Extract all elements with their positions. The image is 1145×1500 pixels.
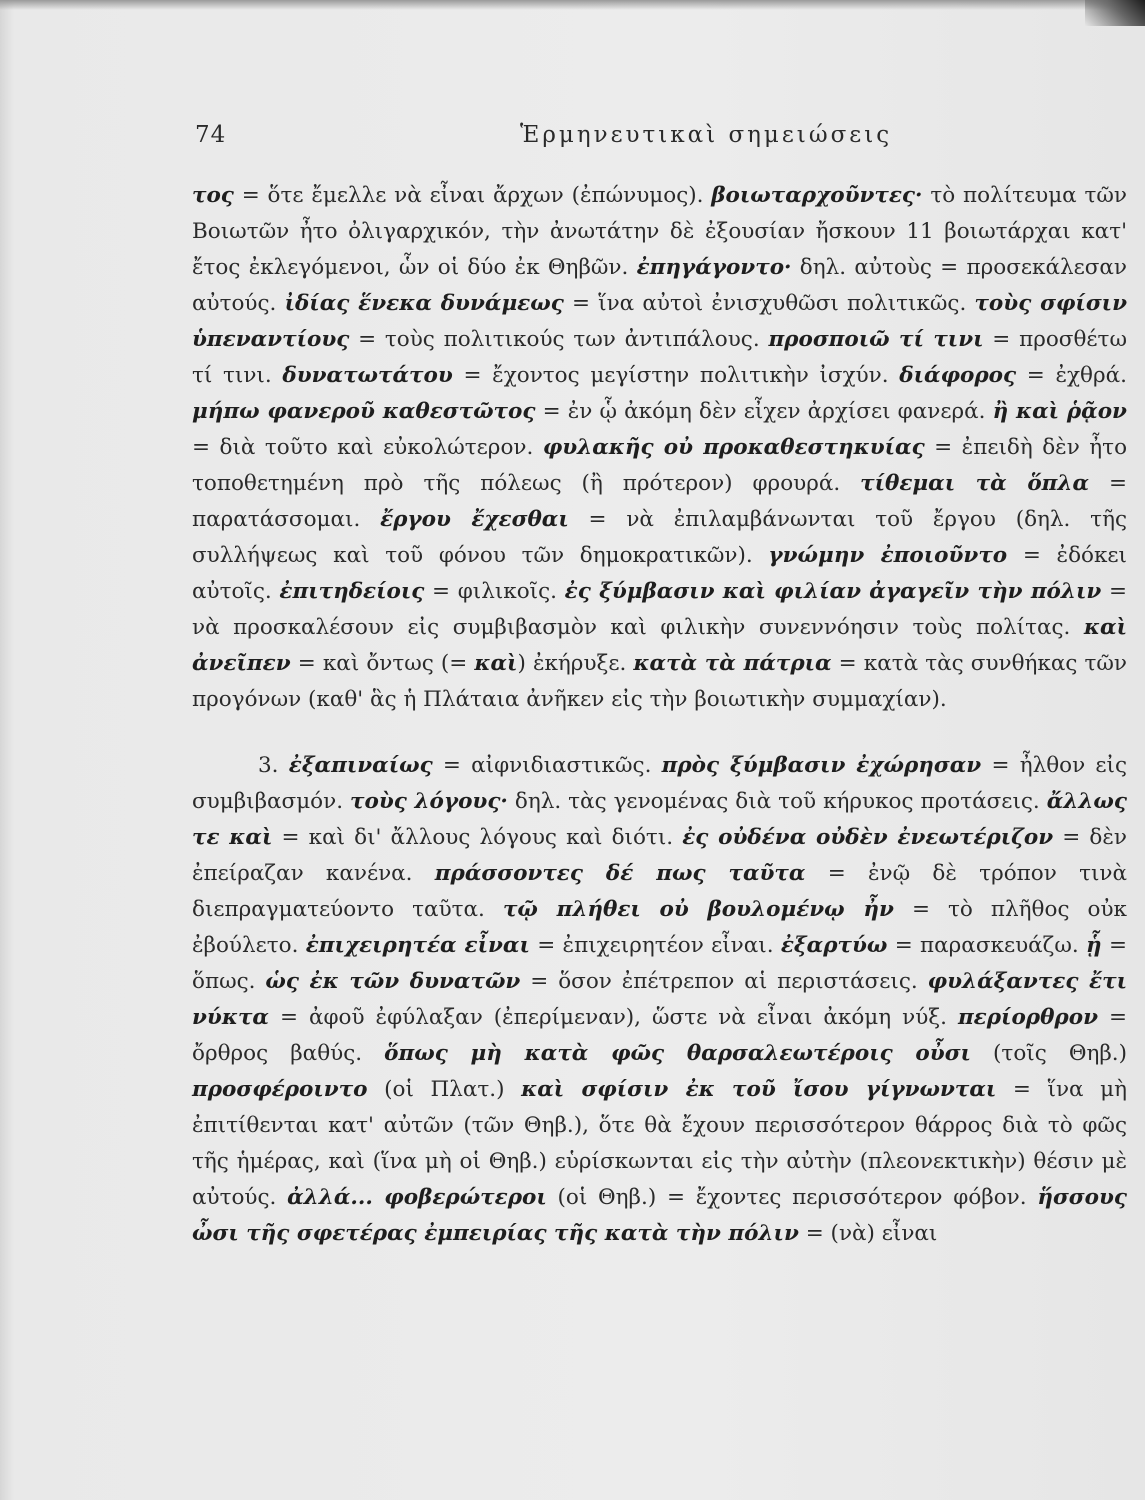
gloss: = ἐπιχειρητέον εἶναι.: [529, 933, 781, 958]
gloss: = ἵνα μὴ ἐπιτίθενται κατ' αὐτῶν (τῶν Θηβ.), ὅτε θὰ ἔχουν περισσότερον θάρρος διὰ τὸ φῶς τῆς ἡμέρας, καὶ (ἵνα μὴ οἱ Θηβ.) εὑρίσκωνται εἰς τὴν αὐτὴν (πλεονεκτικὴν) θέσιν μὲ αὐτούς.: [192, 1077, 1128, 1210]
lemma: ἢ καὶ ῥᾷον: [992, 399, 1127, 424]
gloss: = παρασκευάζω.: [887, 933, 1087, 958]
lemma: ἐξαπιναίως: [288, 753, 433, 778]
gloss: = ἐδόκει αὐτοῖς.: [192, 543, 1127, 604]
lemma: ἄλλως τε καὶ: [192, 789, 1127, 850]
gloss: = ἔχοντος μεγίστην πολιτικὴν ἰσχύν.: [452, 363, 900, 388]
gloss: = ἦλθον εἰς συμβιβασμόν.: [192, 753, 1127, 814]
gloss: = ἐνῷ δὲ τρόπον τινὰ διεπραγματεύοντο ταῦτα.: [192, 861, 1127, 922]
gloss: (οἱ Θηβ.) = ἔχοντες περισσότερον φόβον.: [546, 1185, 1038, 1210]
lemma: ἔργου ἔχεσθαι: [380, 507, 569, 532]
paragraph: [192, 178, 1127, 718]
page-header: [195, 122, 1130, 152]
lemma: ἰδίας ἕνεκα δυνάμεως: [284, 291, 564, 316]
gloss: = ἐν ᾧ ἀκόμη δὲν εἶχεν ἀρχίσει φανερά.: [535, 399, 993, 424]
gloss: = φιλικοῖς.: [424, 579, 565, 604]
lemma: ἐπηγάγοντο·: [636, 255, 792, 280]
lemma: ἐπιχειρητέα εἶναι: [305, 933, 530, 958]
lemma: ἐς οὐδένα οὐδὲν ἐνεωτέριζον: [682, 825, 1054, 850]
page-edge-shadow: [0, 0, 1145, 10]
lemma: πράσσοντες δέ πως ταῦτα: [434, 861, 806, 886]
gloss: = καὶ δι' ἄλλους λόγους καὶ διότι.: [272, 825, 683, 850]
page-corner-shadow: [1085, 0, 1145, 26]
gloss: = παρατάσσομαι.: [192, 471, 1127, 532]
gloss: = διὰ τοῦτο καὶ εὐκολώτερον.: [192, 435, 543, 460]
lemma: καὶ: [474, 651, 518, 676]
gloss: = ἀφοῦ ἐφύλαξαν (ἐπερίμεναν), ὥστε νὰ εἶναι ἀκόμη νύξ.: [268, 1005, 958, 1030]
lemma: καὶ σφίσιν ἐκ τοῦ ἴσου γίγνωνται: [521, 1077, 997, 1102]
lemma: προσφέροιντο: [192, 1077, 368, 1102]
gloss: = νὰ ἐπιλαμβάνωνται τοῦ ἔργου (δηλ. τῆς συλλήψεως καὶ τοῦ φόνου τῶν δημοκρατικῶν).: [192, 507, 1127, 568]
gloss: = κατὰ τὰς συνθήκας τῶν προγόνων (καθ' ἃς ἡ Πλάταια ἀνῆκεν εἰς τὴν βοιωτικὴν συμμαχίαν).: [192, 651, 1127, 712]
lemma: βοιωταρχοῦντες·: [711, 183, 923, 208]
body-text: [192, 178, 1127, 1252]
gloss: = τοὺς πολιτικούς των ἀντιπάλους.: [349, 327, 769, 352]
gloss: = ἐπειδὴ δὲν ἦτο τοποθετημένη πρὸ τῆς πόλεως (ἢ πρότερον) φρουρά.: [192, 435, 1128, 496]
gloss: δηλ. τὰς γενομένας διὰ τοῦ κήρυκος προτάσεις.: [507, 789, 1047, 814]
lemma: φυλακῆς οὐ προκαθεστηκυίας: [542, 435, 925, 460]
lemma: τῷ πλήθει οὐ βουλομένῳ ἦν: [502, 897, 894, 922]
gloss: = ὅσον ἐπέτρεπον αἱ περιστάσεις.: [520, 969, 928, 994]
gloss: = αἰφνιδιαστικῶς.: [432, 753, 662, 778]
gloss: δηλ. αὐτοὺς = προσεκάλεσαν αὐτούς.: [192, 255, 1127, 316]
gloss: = δὲν ἐπείραζαν κανένα.: [192, 825, 1127, 886]
gloss: (οἱ Πλατ.): [367, 1077, 522, 1102]
lemma: ἐς ξύμβασιν καὶ φιλίαν ἀγαγεῖν τὴν πόλιν: [564, 579, 1102, 604]
gloss: = (νὰ) εἶναι: [798, 1221, 938, 1246]
paragraph: [192, 748, 1127, 1252]
gloss: 3.: [258, 753, 289, 778]
page-number: 74: [195, 122, 227, 148]
gloss: = ἐχθρά.: [1016, 363, 1127, 388]
lemma: ἐπιτηδείοις: [279, 579, 425, 604]
lemma: πρὸς ξύμβασιν ἐχώρησαν: [661, 753, 982, 778]
lemma: τοὺς σφίσιν ὑπεναντίους: [192, 291, 1127, 352]
gloss: = ὅπως.: [192, 933, 1127, 994]
lemma: μήπω φανεροῦ καθεστῶτος: [192, 399, 536, 424]
lemma: περίορθρον: [957, 1005, 1098, 1030]
lemma: ὡς ἐκ τῶν δυνατῶν: [265, 969, 521, 994]
lemma: τοὺς λόγους·: [350, 789, 508, 814]
lemma: καὶ ἀνεῖπεν: [192, 615, 1127, 676]
lemma: φυλάξαντες ἔτι νύκτα: [192, 969, 1127, 1030]
lemma: ᾗ: [1086, 933, 1102, 958]
gloss: τὸ πολίτευμα τῶν Βοιωτῶν ἦτο ὀλιγαρχικόν, τὴν ἀνωτάτην δὲ ἐξουσίαν ἤσκουν 11 βοιωτάρχαι κατ' ἔτος ἐκλεγόμενοι, ὧν οἱ δύο ἐκ Θηβῶν.: [192, 183, 1128, 280]
lemma: δυνατωτάτου: [282, 363, 453, 388]
lemma: γνώμην ἐποιοῦντο: [768, 543, 1008, 568]
gloss: = καὶ ὄντως (=: [290, 651, 475, 676]
lemma: ἥσσους ὦσι τῆς σφετέρας ἐμπειρίας τῆς κατὰ τὴν πόλιν: [192, 1185, 1127, 1246]
lemma: τίθεμαι τὰ ὅπλα: [860, 471, 1090, 496]
gloss: = ἵνα αὐτοὶ ἐνισχυθῶσι πολιτικῶς.: [563, 291, 975, 316]
lemma: ὅπως μὴ κατὰ φῶς θαρσαλεωτέροις οὖσι: [384, 1041, 971, 1066]
gloss: = ὄρθρος βαθύς.: [192, 1005, 1127, 1066]
lemma: προσποιῶ τί τινι: [768, 327, 984, 352]
lemma: ἀλλά... φοβερώτεροι: [287, 1185, 547, 1210]
gloss: ) ἐκήρυξε.: [517, 651, 634, 676]
gloss: (τοῖς Θηβ.): [970, 1041, 1127, 1066]
gloss: = προσθέτω τί τινι.: [192, 327, 1127, 388]
gloss: = νὰ προσκαλέσουν εἰς συμβιβασμὸν καὶ φιλικὴν συνεννόησιν τοὺς πολίτας.: [192, 579, 1127, 640]
lemma: τος: [192, 183, 234, 208]
lemma: κατὰ τὰ πάτρια: [633, 651, 832, 676]
gloss: = τὸ πλῆθος οὐκ ἐβούλετο.: [192, 897, 1127, 958]
lemma: ἐξαρτύω: [780, 933, 888, 958]
lemma: διάφορος: [899, 363, 1017, 388]
gloss: = ὅτε ἔμελλε νὰ εἶναι ἄρχων (ἐπώνυμος).: [233, 183, 712, 208]
running-head: Ἑρμηνευτικαὶ σημειώσεις: [520, 122, 893, 148]
